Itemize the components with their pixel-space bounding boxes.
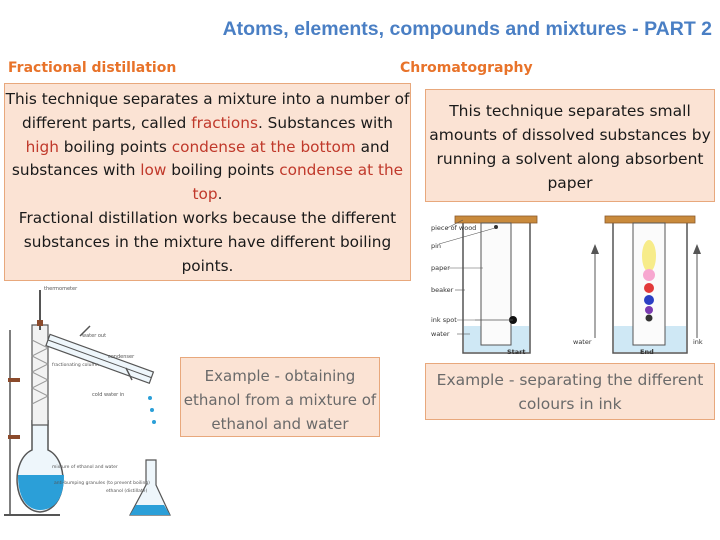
highlight-low: low: [140, 161, 167, 180]
label-cold-water-in: cold water in: [92, 392, 125, 398]
desc-text-5: boiling points: [166, 161, 280, 180]
page-title: Atoms, elements, compounds and mixtures - PART 2: [222, 18, 712, 40]
chromatography-description: This technique separates small amounts of dissolved substances by running a solvent along absorbent paper: [425, 89, 715, 202]
label-anti-bumping: anti-bumping granules (to prevent boiling): [54, 481, 150, 486]
distillation-example: Example - obtaining ethanol from a mixture of ethanol and water: [180, 357, 380, 437]
highlight-fractions: fractions: [191, 113, 258, 132]
desc-text-4: and substances with: [11, 137, 390, 180]
label-ink: ink: [693, 338, 703, 346]
desc-text-2: . Substances with: [257, 113, 393, 132]
label-water-right: water: [573, 338, 592, 346]
description-paragraph-1: [5, 88, 410, 207]
highlight-condense-top: condense at the top: [192, 161, 404, 204]
label-water: water: [431, 330, 450, 338]
label-ink-spot: ink spot: [431, 316, 457, 324]
label-paper: paper: [431, 264, 450, 272]
highlight-condense-bottom: condense at the bottom: [171, 137, 356, 156]
highlight-high: high: [25, 137, 59, 156]
label-condenser: condenser: [108, 354, 135, 360]
label-water-out: water out: [82, 333, 107, 339]
label-pin: pin: [431, 242, 442, 250]
distillation-apparatus-diagram: [0, 270, 180, 520]
label-end: End: [640, 348, 654, 356]
fractional-distillation-description: [4, 83, 411, 281]
desc-text-1: This technique separates a mixture into a number of different parts, called: [5, 90, 410, 132]
chromatography-diagram: [425, 208, 720, 358]
label-piece-of-wood: piece of wood: [431, 224, 477, 232]
label-thermometer: thermometer: [44, 286, 78, 292]
label-start: Start: [507, 348, 526, 356]
desc-text-6: .: [217, 185, 223, 204]
description-paragraph-2: Fractional distillation works because the different substances in the mixture have different boiling points.: [18, 208, 397, 275]
chromatography-example: Example - separating the different colours in ink: [425, 363, 715, 420]
fractional-distillation-heading: Fractional distillation: [8, 60, 177, 76]
desc-text-3: boiling points: [58, 137, 172, 156]
label-fractionating-column: fractionating column: [52, 363, 99, 368]
label-mixture: mixture of ethanol and water: [52, 465, 118, 470]
label-ethanol: ethanol (distillate): [106, 489, 148, 494]
label-beaker: beaker: [431, 286, 454, 294]
chromatography-heading: Chromatography: [400, 60, 533, 76]
